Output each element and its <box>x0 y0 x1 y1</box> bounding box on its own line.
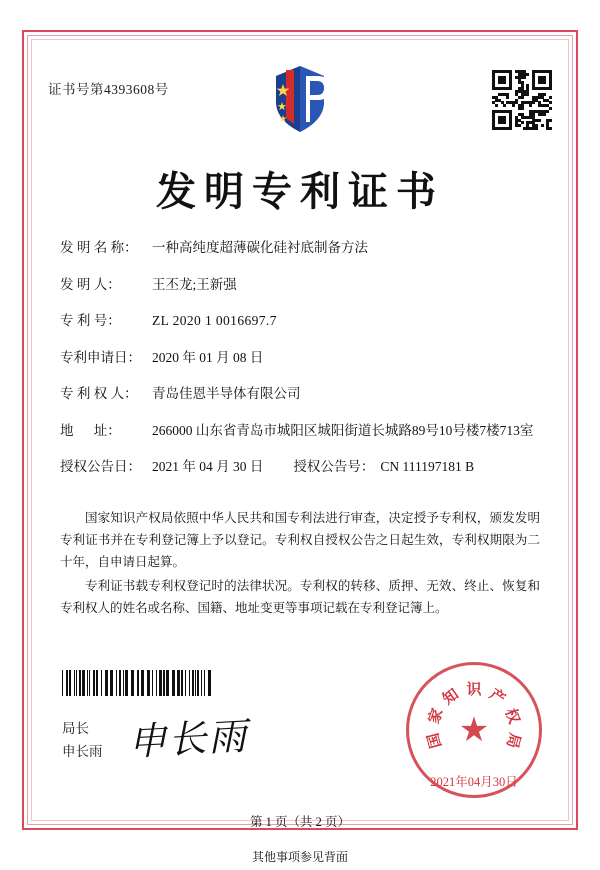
field-label: 专 利 号： <box>60 313 121 329</box>
qr-code-icon <box>492 70 552 130</box>
field-row <box>60 384 540 404</box>
cnipa-logo-icon <box>238 62 362 134</box>
field-label: 地 址： <box>60 422 121 438</box>
grant-date-label: 授权公告日： <box>60 459 141 475</box>
field-label: 专 利 权 人： <box>60 386 138 402</box>
barcode <box>62 670 212 696</box>
seal-emblem-icon: ★ <box>458 712 490 749</box>
director-name: 申长雨 <box>62 743 103 759</box>
field-value: 青岛佳恩半导体有限公司 <box>152 386 301 402</box>
grant-date-value: 2021 年 04 月 30 日 <box>152 459 264 475</box>
seal-date: 2021年04月30日 <box>430 775 518 789</box>
director-signature: 申长雨 <box>127 713 250 765</box>
seal-ring-text: 国 家 知 识 产 权 局 <box>425 682 523 750</box>
field-value: ZL 2020 1 0016697.7 <box>152 313 277 329</box>
field-value: 266000 山东省青岛市城阳区城阳街道长城路89号10号楼7楼713室 <box>152 422 534 438</box>
field-row <box>60 348 540 368</box>
grant-number-value: CN 111197181 B <box>380 459 475 475</box>
director-block <box>62 718 103 764</box>
field-list <box>60 238 540 494</box>
grant-row <box>60 457 540 477</box>
legal-paragraph: 专利证书载专利权登记时的法律状况。专利权的转移、质押、无效、终止、恢复和专利权人的姓名或名称、国籍、地址变更等事项记载在专利登记簿上。 <box>60 578 540 615</box>
field-value: 一种高纯度超薄碳化硅衬底制备方法 <box>152 240 368 255</box>
official-seal <box>406 662 542 798</box>
page-title: 发明专利证书 <box>156 168 444 215</box>
field-row <box>60 275 540 295</box>
field-value: 2020 年 01 月 08 日 <box>152 349 264 365</box>
director-label: 局长 <box>62 721 89 736</box>
field-row <box>60 311 540 331</box>
field-row <box>60 238 540 258</box>
field-label: 专利申请日： <box>60 349 141 365</box>
field-label: 发 明 名 称： <box>60 240 138 255</box>
page-number: 第 1 页（共 2 页） <box>249 815 350 829</box>
field-label: 发 明 人： <box>60 276 121 292</box>
legal-text <box>60 508 540 621</box>
grant-number-label: 授权公告号： <box>293 459 375 475</box>
footer-note: 其他事项参见背面 <box>251 850 348 864</box>
field-value: 王丕龙;王新强 <box>152 276 237 292</box>
certificate-number: 证书号第4393608号 <box>48 82 169 97</box>
legal-paragraph: 国家知识产权局依照中华人民共和国专利法进行审查，决定授予专利权，颁发发明专利证书并在专利登记簿上予以登记。专利权自授权公告之日起生效，专利权期限为二十年，自申请日起算。 <box>60 511 540 569</box>
field-row <box>60 421 540 441</box>
